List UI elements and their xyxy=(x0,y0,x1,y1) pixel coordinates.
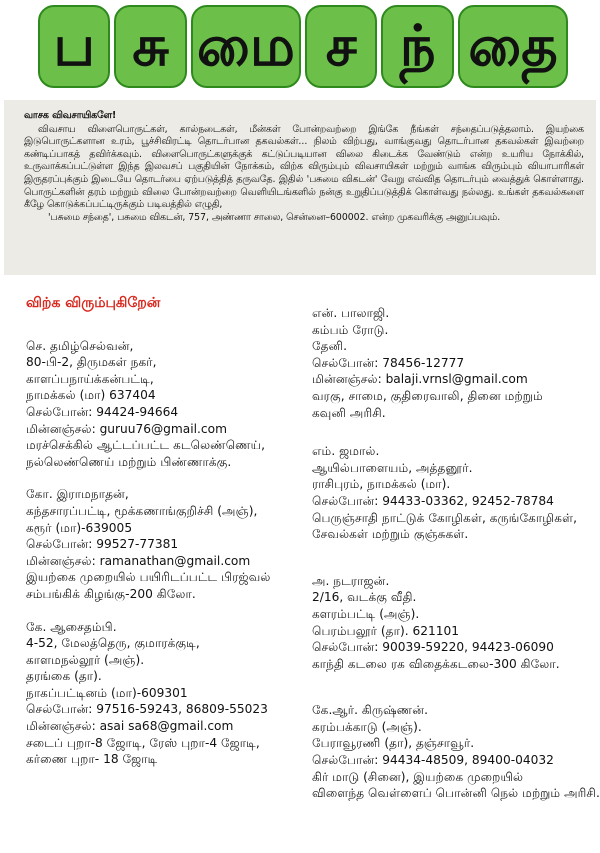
title-tile-6: தை xyxy=(458,5,568,88)
address-line: கம்பம் ரோடு. xyxy=(312,322,389,337)
address-line: ஆயில்பாளையம், அத்தனூர். xyxy=(312,460,473,475)
product-description: மரச்செக்கில் ஆட்டப்பட்ட கடலெண்ணெய், xyxy=(26,438,266,453)
product-description: சடைப் புறா-8 ஜோடி, ரேஸ் புறா-4 ஜோடி, xyxy=(26,735,260,750)
address-line: கரூர் (மா)-639005 xyxy=(26,520,133,535)
address-line: காளமநல்லூர் (அஞ்). xyxy=(26,652,145,667)
title-tile-3: மை xyxy=(191,5,301,88)
email-line[interactable]: மின்னஞ்சல்: guruu76@gmail.com xyxy=(26,421,227,436)
address-line: பேராவூரணி (தா), தஞ்சாவூர். xyxy=(312,736,475,751)
listing-entry xyxy=(26,619,306,768)
intro-address: 'பசுமை சந்தை', பசுமை விகடன், 757, அண்ணா சாலை, சென்னை–600002. என்ற முகவரிக்கு அனுப்பவும். xyxy=(48,211,501,223)
address-line: நாமக்கல் (மா) 637404 xyxy=(26,388,156,403)
phone-line: செல்போன்: 94433-03362, 92452-78784 xyxy=(312,493,554,508)
address-line: நாகப்பட்டினம் (மா)-609301 xyxy=(26,685,188,700)
intro-box xyxy=(4,100,596,275)
listing-entry xyxy=(312,443,597,543)
product-description: பெருஞ்சாதி நாட்டுக் கோழிகள், கருங்கோழிகள், xyxy=(312,510,577,525)
address-line: கரம்பக்காடு (அஞ்). xyxy=(312,719,422,734)
seller-name: கே.ஆர். கிருஷ்ணன். xyxy=(312,703,428,718)
seller-name: அ. நடராஜன். xyxy=(312,573,390,588)
address-line: ராசிபுரம், நாமக்கல் (மா). xyxy=(312,477,451,492)
address-line: காளப்பநாய்க்கன்பட்டி, xyxy=(26,371,154,386)
title-tile-2: சு xyxy=(114,5,186,88)
address-line: பெரம்பலூர் (தா). 621101 xyxy=(312,623,459,638)
product-description: வரகு, சாமை, குதிரைவாலி, தினை மற்றும் xyxy=(312,388,543,403)
address-line: 80-பி-2, திருமகள் நகர், xyxy=(26,355,157,370)
title-tile-1: ப xyxy=(38,5,110,88)
phone-line: செல்போன்: 97516-59243, 86809-55023 xyxy=(26,702,268,717)
right-column xyxy=(312,305,600,818)
seller-name: எம். ஜமால். xyxy=(312,444,380,459)
listing-entry xyxy=(26,338,306,471)
phone-line: செல்போன்: 94434-48509, 89400-04032 xyxy=(312,753,554,768)
seller-name: என். பாலாஜி. xyxy=(312,306,390,320)
intro-greeting: வாசக விவசாயிகளே! xyxy=(24,110,117,121)
address-line: 2/16, வடக்கு வீதி. xyxy=(312,590,417,605)
product-description: இயற்கை முறையில் பயிரிடப்பட்ட பிரஜ்வல் xyxy=(26,570,271,585)
address-line: தேனி. xyxy=(312,339,348,354)
email-line[interactable]: மின்னஞ்சல்: asai sa68@gmail.com xyxy=(26,719,234,734)
address-line: 4-52, மேலத்தெரு, குமாரக்குடி, xyxy=(26,636,200,651)
product-description: நல்லெண்ணெய் மற்றும் பிண்ணாக்கு. xyxy=(26,454,232,469)
seller-name: கே. ஆசைதம்பி. xyxy=(26,619,117,634)
seller-name: கோ. இராமநாதன், xyxy=(26,487,129,502)
product-description: கர்ணை புறா- 18 ஜோடி xyxy=(26,752,158,767)
product-description: கவுனி அரிசி. xyxy=(312,405,386,420)
intro-paragraph: விவசாய விளைபொருட்கள், கால்நடைகள், மீன்கள் போன்றவற்றை இங்கே நீங்கள் சந்தைப்படுத்தலாம். இயற்கை இடுபொருட்களான உரம், பூச்சிவிரட்டி தொடர்பான தகவல்கள்... நிலம் விற்பது, வாங்குவது தொடர்பான தகவல்கள் இவற்றை கண்டிப்பாகத் தவிர்க்கவும். விளைபொருட்களுக்குக் கட்டுப்படியான விலை கிடைக்க வேண்டும் என்ற உயரிய நோக்கில், உருவாக்கப்பட்டுள்ள இந்த இலவசப் பகுதியின் நோக்கம், விற்க விரும்பும் விவசாயிகள் மற்றும் வாங்க விரும்பும் வியாபாரிகள் இருதரப்புக்கும் இடையே தொடர்பை ஏற்படுத்தித் தருவதே. இதில் 'பசுமை விகடன்' வேறு எவ்வித தொடர்பும் வைத்துக் கொள்ளாது. பொருட்களின் தரம் மற்றும் விலை போன்றவற்றை வெளியிடங்களில் நன்கு உறுதிப்படுத்திக் கொள்வது நல்லது. உங்கள் தகவல்களை கீழே கொடுக்கப்பட்டிருக்கும் படிவத்தில் எழுதி, xyxy=(24,123,584,211)
phone-line: செல்போன்: 94424-94664 xyxy=(26,404,179,419)
product-description: கிர் மாடு (சினை), இயற்கை முறையில் xyxy=(312,769,524,784)
title-tile-4: ச xyxy=(305,5,377,88)
address-line: களரம்பட்டி (அஞ்). xyxy=(312,606,420,621)
address-line: கந்தசாரப்பட்டி, மூக்கணாங்குறிச்சி (அஞ்), xyxy=(26,503,258,518)
title-banner xyxy=(38,5,568,88)
listing-entry xyxy=(26,486,306,602)
left-column xyxy=(26,295,306,784)
email-line[interactable]: மின்னஞ்சல்: balaji.vrnsl@gmail.com xyxy=(312,372,528,387)
email-line[interactable]: மின்னஞ்சல்: ramanathan@gmail.com xyxy=(26,553,251,568)
section-title: விற்க விரும்புகிறேன் xyxy=(26,295,161,311)
listing-entry xyxy=(312,573,597,673)
listing-entry xyxy=(312,305,597,421)
product-description: விளைந்த வெள்ளைப் பொன்னி நெல் மற்றும் அரிசி. xyxy=(312,786,600,801)
product-description: சம்பங்கிக் கிழங்கு-200 கிலோ. xyxy=(26,586,196,601)
listing-entry xyxy=(312,702,600,802)
product-description: காந்தி கடலை ரக விதைக்கடலை-300 கிலோ. xyxy=(312,656,560,671)
title-tile-5: ந் xyxy=(381,5,453,88)
seller-name: செ. தமிழ்செல்வன், xyxy=(26,338,134,353)
phone-line: செல்போன்: 78456-12777 xyxy=(312,355,465,370)
product-description: சேவல்கள் மற்றும் குஞ்சுகள். xyxy=(312,527,469,542)
phone-line: செல்போன்: 99527-77381 xyxy=(26,537,179,552)
phone-line: செல்போன்: 90039-59220, 94423-06090 xyxy=(312,640,554,655)
address-line: தரங்கை (தா). xyxy=(26,669,102,684)
